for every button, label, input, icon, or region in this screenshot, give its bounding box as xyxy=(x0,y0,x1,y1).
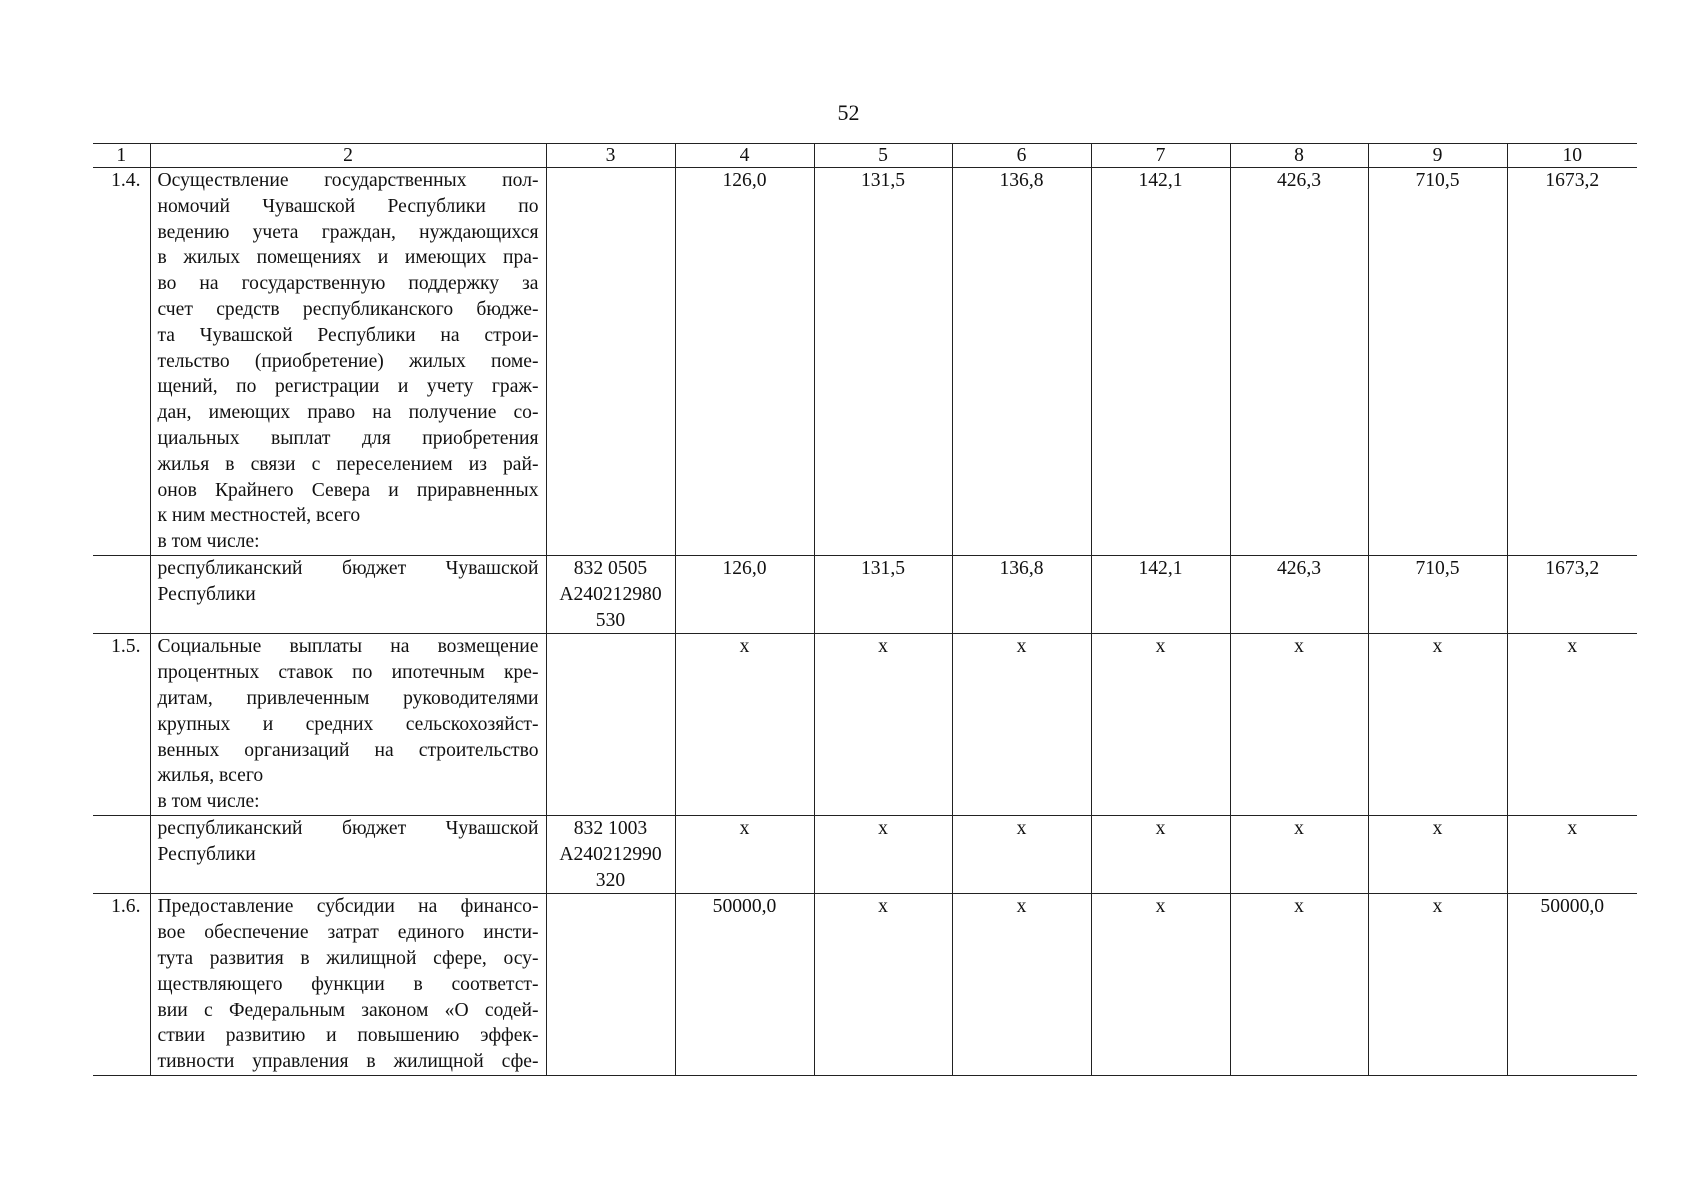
description-line: дитам, привлеченным руководителями xyxy=(157,687,539,709)
table-row xyxy=(93,634,1637,816)
value-cell-col-8: х xyxy=(1230,634,1368,816)
table-row xyxy=(93,555,1637,633)
budget-code-line: 530 xyxy=(595,609,626,631)
description-line: ведению учета граждан, нуждающихся xyxy=(157,221,539,243)
value-cell-col-8: 426,3 xyxy=(1230,168,1368,556)
budget-code xyxy=(546,634,675,816)
description-line: Социальные выплаты на возмещение xyxy=(157,636,539,658)
header-cell: 10 xyxy=(1507,144,1637,168)
description-line: та Чувашской Республики на строи- xyxy=(157,324,539,346)
value-cell-col-7: 142,1 xyxy=(1091,555,1230,633)
description-line: циальных выплат для приобретения xyxy=(157,427,539,449)
description-line: Осуществление государственных пол- xyxy=(157,170,539,191)
row-description xyxy=(150,168,546,556)
description-line: Республики xyxy=(157,583,256,605)
header-cell: 5 xyxy=(814,144,952,168)
description-line: щений, по регистрации и учету граж- xyxy=(157,376,539,398)
description-line: вое обеспечение затрат единого инсти- xyxy=(157,922,539,944)
budget-code xyxy=(546,815,675,893)
description-line: ществляющего функции в соответст- xyxy=(157,973,539,995)
description-line: республиканский бюджет Чувашской xyxy=(157,817,539,839)
value-cell-col-10: 1673,2 xyxy=(1507,168,1637,556)
value-cell-col-6: х xyxy=(952,894,1091,1076)
table-header-row xyxy=(93,144,1637,168)
description-line: венных организаций на строительство xyxy=(157,739,539,761)
value-cell-col-10: х xyxy=(1507,815,1637,893)
table-row xyxy=(93,168,1637,556)
description-line: тельство (приобретение) жилых поме- xyxy=(157,350,539,372)
value-cell-col-4: х xyxy=(675,634,814,816)
description-line: в жилых помещениях и имеющих пра- xyxy=(157,247,539,269)
description-line: процентных ставок по ипотечным кре- xyxy=(157,662,539,684)
description-line: номочий Чувашской Республики по xyxy=(157,195,539,217)
description-line: тута развития в жилищной сфере, осу- xyxy=(157,947,539,969)
description-line: счет средств республиканского бюдже- xyxy=(157,298,539,320)
value-cell-col-5: 131,5 xyxy=(814,555,952,633)
value-cell-col-8: х xyxy=(1230,815,1368,893)
header-cell: 4 xyxy=(675,144,814,168)
row-description xyxy=(150,555,546,633)
value-cell-col-6: х xyxy=(952,634,1091,816)
value-cell-col-7: х xyxy=(1091,634,1230,816)
value-cell-col-5: х xyxy=(814,634,952,816)
budget-code-line: 832 0505 xyxy=(573,557,648,579)
value-cell-col-6: 136,8 xyxy=(952,168,1091,556)
row-number: 1.6. xyxy=(93,894,150,1076)
description-line: крупных и средних сельскохозяйст- xyxy=(157,713,539,735)
budget-code-line: 832 1003 xyxy=(573,817,648,839)
value-cell-col-6: х xyxy=(952,815,1091,893)
value-cell-col-4: х xyxy=(675,815,814,893)
value-cell-col-10: 50000,0 xyxy=(1507,894,1637,1076)
description-line: вии с Федеральным законом «О содей- xyxy=(157,999,539,1021)
value-cell-col-7: х xyxy=(1091,815,1230,893)
description-line: Республики xyxy=(157,843,256,865)
value-cell-col-9: х xyxy=(1368,894,1507,1076)
value-cell-col-4: 50000,0 xyxy=(675,894,814,1076)
value-cell-col-7: 142,1 xyxy=(1091,168,1230,556)
value-cell-col-6: 136,8 xyxy=(952,555,1091,633)
budget-code xyxy=(546,168,675,556)
value-cell-col-9: 710,5 xyxy=(1368,555,1507,633)
description-line: в том числе: xyxy=(157,791,260,813)
row-description xyxy=(150,894,546,1076)
row-number: 1.4. xyxy=(93,168,150,556)
header-cell: 8 xyxy=(1230,144,1368,168)
description-line: Предоставление субсидии на финансо- xyxy=(157,896,539,918)
budget-code-line: A240212980 xyxy=(559,583,662,605)
row-description xyxy=(150,634,546,816)
header-cell: 3 xyxy=(546,144,675,168)
value-cell-col-5: х xyxy=(814,815,952,893)
description-line: республиканский бюджет Чувашской xyxy=(157,557,539,579)
header-cell: 7 xyxy=(1091,144,1230,168)
value-cell-col-5: 131,5 xyxy=(814,168,952,556)
value-cell-col-4: 126,0 xyxy=(675,555,814,633)
description-line: в том числе: xyxy=(157,531,260,553)
description-line: к ним местностей, всего xyxy=(157,505,361,527)
description-line: жилья, всего xyxy=(157,765,264,787)
description-line: жилья в связи с переселением из рай- xyxy=(157,453,539,475)
value-cell-col-9: х xyxy=(1368,815,1507,893)
table-row xyxy=(93,815,1637,893)
value-cell-col-5: х xyxy=(814,894,952,1076)
header-cell: 2 xyxy=(150,144,546,168)
table-row xyxy=(93,894,1637,1076)
row-number: 1.5. xyxy=(93,634,150,816)
header-cell: 9 xyxy=(1368,144,1507,168)
description-line: тивности управления в жилищной сфе- xyxy=(157,1051,539,1073)
description-line: ствии развитию и повышению эффек- xyxy=(157,1025,539,1047)
description-line: во на государственную поддержку за xyxy=(157,273,539,295)
value-cell-col-7: х xyxy=(1091,894,1230,1076)
value-cell-col-4: 126,0 xyxy=(675,168,814,556)
value-cell-col-9: 710,5 xyxy=(1368,168,1507,556)
value-cell-col-10: 1673,2 xyxy=(1507,555,1637,633)
budget-code-line: 320 xyxy=(595,869,626,891)
value-cell-col-9: х xyxy=(1368,634,1507,816)
header-cell: 1 xyxy=(93,144,150,168)
header-cell: 6 xyxy=(952,144,1091,168)
value-cell-col-8: х xyxy=(1230,894,1368,1076)
budget-code xyxy=(546,555,675,633)
description-line: онов Крайнего Севера и приравненных xyxy=(157,479,539,501)
row-description xyxy=(150,815,546,893)
value-cell-col-10: х xyxy=(1507,634,1637,816)
row-number xyxy=(93,815,150,893)
row-number xyxy=(93,555,150,633)
budget-code xyxy=(546,894,675,1076)
value-cell-col-8: 426,3 xyxy=(1230,555,1368,633)
budget-code-line: A240212990 xyxy=(559,843,662,865)
budget-table xyxy=(93,143,1637,1076)
page-number: 52 xyxy=(837,100,860,125)
description-line: дан, имеющих право на получение со- xyxy=(157,402,539,424)
